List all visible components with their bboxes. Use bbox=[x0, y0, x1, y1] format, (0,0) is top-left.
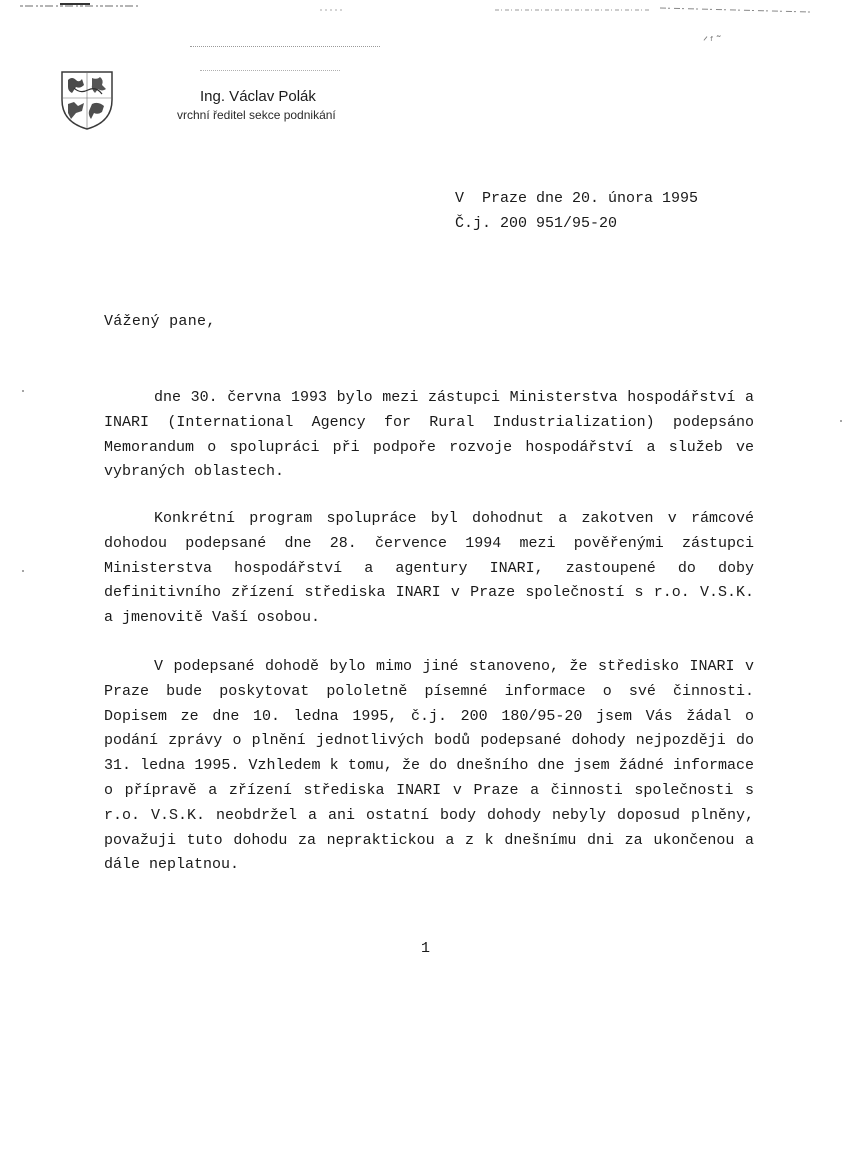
scan-dust-mark bbox=[840, 420, 842, 422]
scan-artifact-top-edge bbox=[0, 0, 850, 20]
place-date: V Praze dne 20. února 1995 bbox=[455, 190, 699, 207]
scan-dust-mark bbox=[22, 570, 24, 572]
sender-title: vrchní ředitel sekce podnikání bbox=[177, 108, 336, 122]
salutation: Vážený pane, bbox=[104, 313, 216, 330]
page-number: 1 bbox=[421, 940, 431, 957]
paragraph bbox=[104, 655, 754, 878]
handwritten-corner-mark: ᐟᶠ˜ bbox=[703, 34, 724, 48]
case-number: Č.j. 200 951/95-20 bbox=[455, 215, 618, 232]
paragraph-text: V podepsané dohodě bylo mimo jiné stanoveno, že středisko INARI v Praze bude poskytovat pololetně písemné informace o své činnosti. Dopisem ze dne 10. ledna 1995, č.j. 200 180/95-20 jsem Vás žádal o podání zprávy o plnění jednotlivých bodů podepsané dohody nejpozději do 31. ledna 1995. Vzhledem k tomu, že do dnešního dne jsem žádné informace o přípravě a zřízení střediska INARI v Praze a činnosti společnosti s r.o. V.S.K. neobdržel a ani ostatní body dohody nebyly doposud plněny, považuji tuto dohodu za nepraktickou a z k dnešnímu dni za ukončenou a dále neplatnou. bbox=[104, 658, 754, 874]
paragraph-text: dne 30. června 1993 bylo mezi zástupci Ministerstva hospodářství a INARI (International Agency for Rural Industrialization) podepsáno Memorandum o spolupráci při podpoře rozvoje hospodářství a služeb ve vybraných oblastech. bbox=[104, 389, 754, 481]
czech-coat-of-arms-seal-icon bbox=[54, 66, 120, 132]
letterhead-faint-line bbox=[200, 70, 340, 73]
sender-name: Ing. Václav Polák bbox=[200, 88, 316, 105]
letterhead bbox=[50, 40, 410, 130]
paragraph bbox=[104, 507, 754, 631]
paragraph-text: Konkrétní program spolupráce byl dohodnut a zakotven v rámcové dohodou podepsané dne 28. července 1994 mezi pověřenými zástupci Ministerstva hospodářství a agentury INARI, zastoupené do doby definitivního zřízení střediska INARI v Praze společností s r.o. V.S.K. a jmenovitě Vaší osobou. bbox=[104, 510, 754, 627]
date-reference-block bbox=[455, 186, 698, 236]
letterhead-faint-line bbox=[190, 46, 380, 49]
paragraph bbox=[104, 386, 754, 485]
scan-dust-mark bbox=[22, 390, 24, 392]
